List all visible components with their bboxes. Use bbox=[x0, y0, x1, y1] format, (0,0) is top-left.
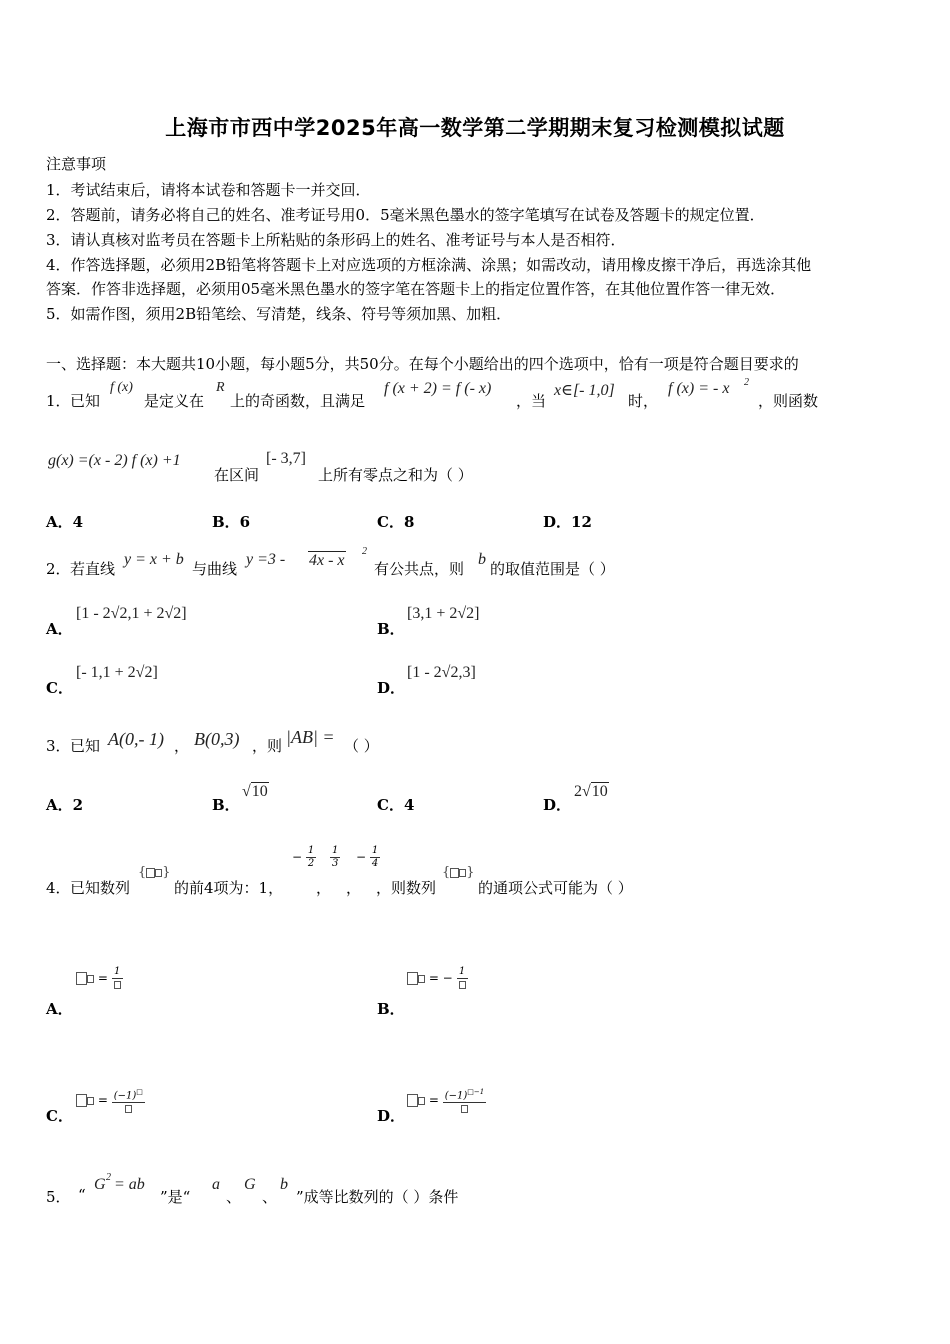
q3-text: 已知 bbox=[70, 737, 101, 755]
page-title: 上海市市西中学2025年高一数学第二学期期末复习检测模拟试题 bbox=[165, 116, 785, 140]
q1-math-gx: g(x) =(x - 2) f (x) +1 bbox=[48, 452, 181, 469]
q3-math-AB: |AB| = bbox=[286, 727, 335, 747]
q5-math-a: a bbox=[212, 1176, 220, 1193]
question-4 bbox=[46, 845, 746, 897]
q4-option-d-label[interactable]: D． bbox=[377, 1107, 406, 1125]
q5-text: 、 bbox=[262, 1188, 278, 1206]
q1-text: 在区间 bbox=[214, 466, 260, 484]
q3-option-b-label[interactable]: B． bbox=[212, 796, 240, 814]
q3-number: 3． bbox=[46, 737, 71, 755]
q2-option-a-label[interactable]: A． bbox=[46, 620, 73, 638]
q2-text: 与曲线 bbox=[192, 560, 238, 578]
q3-option-d-coef: 2 bbox=[574, 783, 582, 800]
q4-frac-3-den: 4 bbox=[371, 858, 379, 869]
q1-math-interval: x∈[- 1,0] bbox=[554, 382, 615, 399]
q4-comma: ， bbox=[316, 879, 332, 897]
q1-text: 上的奇函数，且满足 bbox=[230, 392, 366, 410]
notice-heading: 注意事项 bbox=[46, 155, 107, 173]
q3-text: （ ） bbox=[344, 737, 379, 755]
q4-option-a[interactable]: = 1 bbox=[76, 966, 123, 991]
q1-text: 已知 bbox=[70, 392, 101, 410]
q4-option-d-sup: −1 bbox=[473, 1088, 485, 1096]
q2-option-c-label[interactable]: C． bbox=[46, 679, 73, 697]
notice-item-1: 1．考试结束后，请将本试卷和答题卡一并交回． bbox=[46, 181, 371, 199]
q1-option-c[interactable]: C．8 bbox=[377, 513, 415, 531]
q2-number: 2． bbox=[46, 560, 71, 578]
q2-math-sup: 2 bbox=[362, 546, 367, 557]
q4-frac-3-num: 1 bbox=[371, 845, 379, 856]
q4-option-d-num: (−1) bbox=[444, 1090, 468, 1102]
q4-option-b[interactable]: = − 1 bbox=[407, 966, 468, 991]
q3-option-a[interactable]: A．2 bbox=[46, 796, 84, 814]
q5-text: 、 bbox=[226, 1188, 242, 1206]
q5-math-sup: 2 bbox=[106, 1172, 111, 1183]
q5-math-ab: = ab bbox=[114, 1176, 145, 1193]
q4-option-d[interactable]: = $(-1)^{□-1}$ bbox=[407, 1086, 486, 1115]
q5-text: ”是“ bbox=[160, 1188, 191, 1206]
q1-math-R: R bbox=[216, 380, 225, 395]
q1-text: 上所有零点之和为（ ） bbox=[318, 466, 473, 484]
q2-option-d-label[interactable]: D． bbox=[377, 679, 406, 697]
q3-text: ，则 bbox=[252, 737, 283, 755]
q4-frac-2-num: 1 bbox=[332, 845, 339, 856]
q5-math-G2: G bbox=[244, 1176, 256, 1193]
q1-math-fx: f (x) bbox=[110, 380, 133, 395]
q3-math-A: A(0,- 1) bbox=[108, 729, 164, 749]
q1-math-fx-def: f (x) = - x bbox=[668, 380, 730, 397]
q2-text: 有公共点，则 bbox=[374, 560, 465, 578]
notice-item-5: 5．如需作图，须用2B铅笔绘、写清楚，线条、符号等须加黑、加粗． bbox=[46, 305, 512, 323]
q4-option-b-num: 1 bbox=[457, 966, 468, 979]
q3-option-d-radicand: 10 bbox=[591, 783, 608, 800]
q4-option-c[interactable]: = (−1)□ bbox=[76, 1086, 145, 1115]
q2-math-line: y = x + b bbox=[124, 551, 184, 568]
q1-math-range: [- 3,7] bbox=[266, 450, 306, 467]
q4-text: ，则数列 bbox=[376, 879, 437, 897]
q4-frac-1-den: 2 bbox=[307, 858, 315, 869]
q1-option-a[interactable]: A．4 bbox=[46, 513, 84, 531]
q5-math-G: G bbox=[94, 1176, 106, 1193]
notice-item-3: 3．请认真核对监考员在答题卡上所粘贴的条形码上的姓名、准考证号与本人是否相符． bbox=[46, 231, 626, 249]
q4-comma: ， bbox=[346, 879, 362, 897]
q4-seq-braces: { } bbox=[442, 865, 475, 880]
q3-math-B: B(0,3) bbox=[194, 729, 240, 749]
q2-text: 的取值范围是（ ） bbox=[490, 560, 615, 578]
q5-text: ”成等比数列的（ ）条件 bbox=[296, 1188, 459, 1206]
q5-text: “ bbox=[78, 1186, 86, 1204]
q4-frac-1-num: 1 bbox=[307, 845, 315, 856]
q3-text: ， bbox=[174, 737, 190, 755]
q3-option-b[interactable]: √10 bbox=[242, 783, 268, 800]
q1-math-sup: 2 bbox=[744, 377, 749, 388]
notice-item-4-cont: 答案．作答非选择题，必须用05毫米黑色墨水的签字笔在答题卡上的指定位置作答，在其他位置作答一律无效． bbox=[46, 280, 786, 298]
q3-option-b-radicand: 10 bbox=[251, 783, 268, 800]
notice-item-2: 2．答题前，请务必将自己的姓名、准考证号用0．5毫米黑色墨水的签字笔填写在试卷及答题卡的规定位置． bbox=[46, 206, 765, 224]
q2-option-b[interactable]: [3,1 + 2√2] bbox=[407, 605, 480, 622]
q1-number: 1． bbox=[46, 392, 71, 410]
q5-number: 5． bbox=[46, 1188, 71, 1206]
q4-frac-1: − $\frac{1}{2}$ bbox=[292, 845, 315, 869]
q4-frac-2-den: 3 bbox=[332, 858, 339, 869]
q4-text: 的通项公式可能为（ ） bbox=[478, 879, 633, 897]
q2-option-c[interactable]: [- 1,1 + 2√2] bbox=[76, 664, 158, 681]
q1-text: 是定义在 bbox=[144, 392, 205, 410]
q1-option-d[interactable]: D．12 bbox=[543, 513, 592, 531]
q2-option-b-label[interactable]: B． bbox=[377, 620, 405, 638]
q1-math-condition: f (x + 2) = f (- x) bbox=[384, 380, 492, 397]
q1-option-b[interactable]: B．6 bbox=[212, 513, 251, 531]
q4-frac-3: − $\frac{1}{4}$ bbox=[356, 845, 379, 869]
q1-text: ，当 bbox=[516, 392, 547, 410]
q4-text: 已知数列 bbox=[70, 879, 131, 897]
q1-text: ，则函数 bbox=[758, 392, 819, 410]
section-heading: 一、选择题：本大题共10小题，每小题5分，共50分。在每个小题给出的四个选项中，恰有一项是符合题目要求的 bbox=[46, 355, 799, 373]
q3-option-d-label[interactable]: D． bbox=[543, 796, 572, 814]
q4-option-b-label[interactable]: B． bbox=[377, 1000, 405, 1018]
q3-option-c[interactable]: C．4 bbox=[377, 796, 415, 814]
q5-math-b: b bbox=[280, 1176, 288, 1193]
q4-option-c-num: (−1) bbox=[113, 1090, 137, 1102]
q4-number: 4． bbox=[46, 879, 71, 897]
q2-option-d[interactable]: [1 - 2√2,3] bbox=[407, 664, 476, 681]
q3-option-d[interactable]: 2√10 bbox=[574, 783, 608, 800]
q2-option-a[interactable]: [1 - 2√2,1 + 2√2] bbox=[76, 605, 187, 622]
q2-text: 若直线 bbox=[70, 560, 116, 578]
q4-option-a-num: 1 bbox=[112, 966, 123, 979]
q1-text: 时， bbox=[628, 392, 659, 410]
q2-math-curve-a: y =3 - bbox=[246, 551, 286, 568]
q4-option-a-label[interactable]: A． bbox=[46, 1000, 73, 1018]
q4-seq-braces: { } bbox=[138, 865, 171, 880]
q4-frac-2 bbox=[330, 845, 340, 870]
q4-text: 的前4项为：1， bbox=[174, 879, 284, 897]
notice-item-4: 4．作答选择题，必须用2B铅笔将答题卡上对应选项的方框涂满、涂黑；如需改动，请用橡皮擦干净后，再选涂其他 bbox=[46, 256, 812, 274]
q4-option-c-label[interactable]: C． bbox=[46, 1107, 73, 1125]
q2-math-curve-root: 4x - x bbox=[309, 552, 345, 569]
q2-math-b: b bbox=[478, 551, 486, 568]
